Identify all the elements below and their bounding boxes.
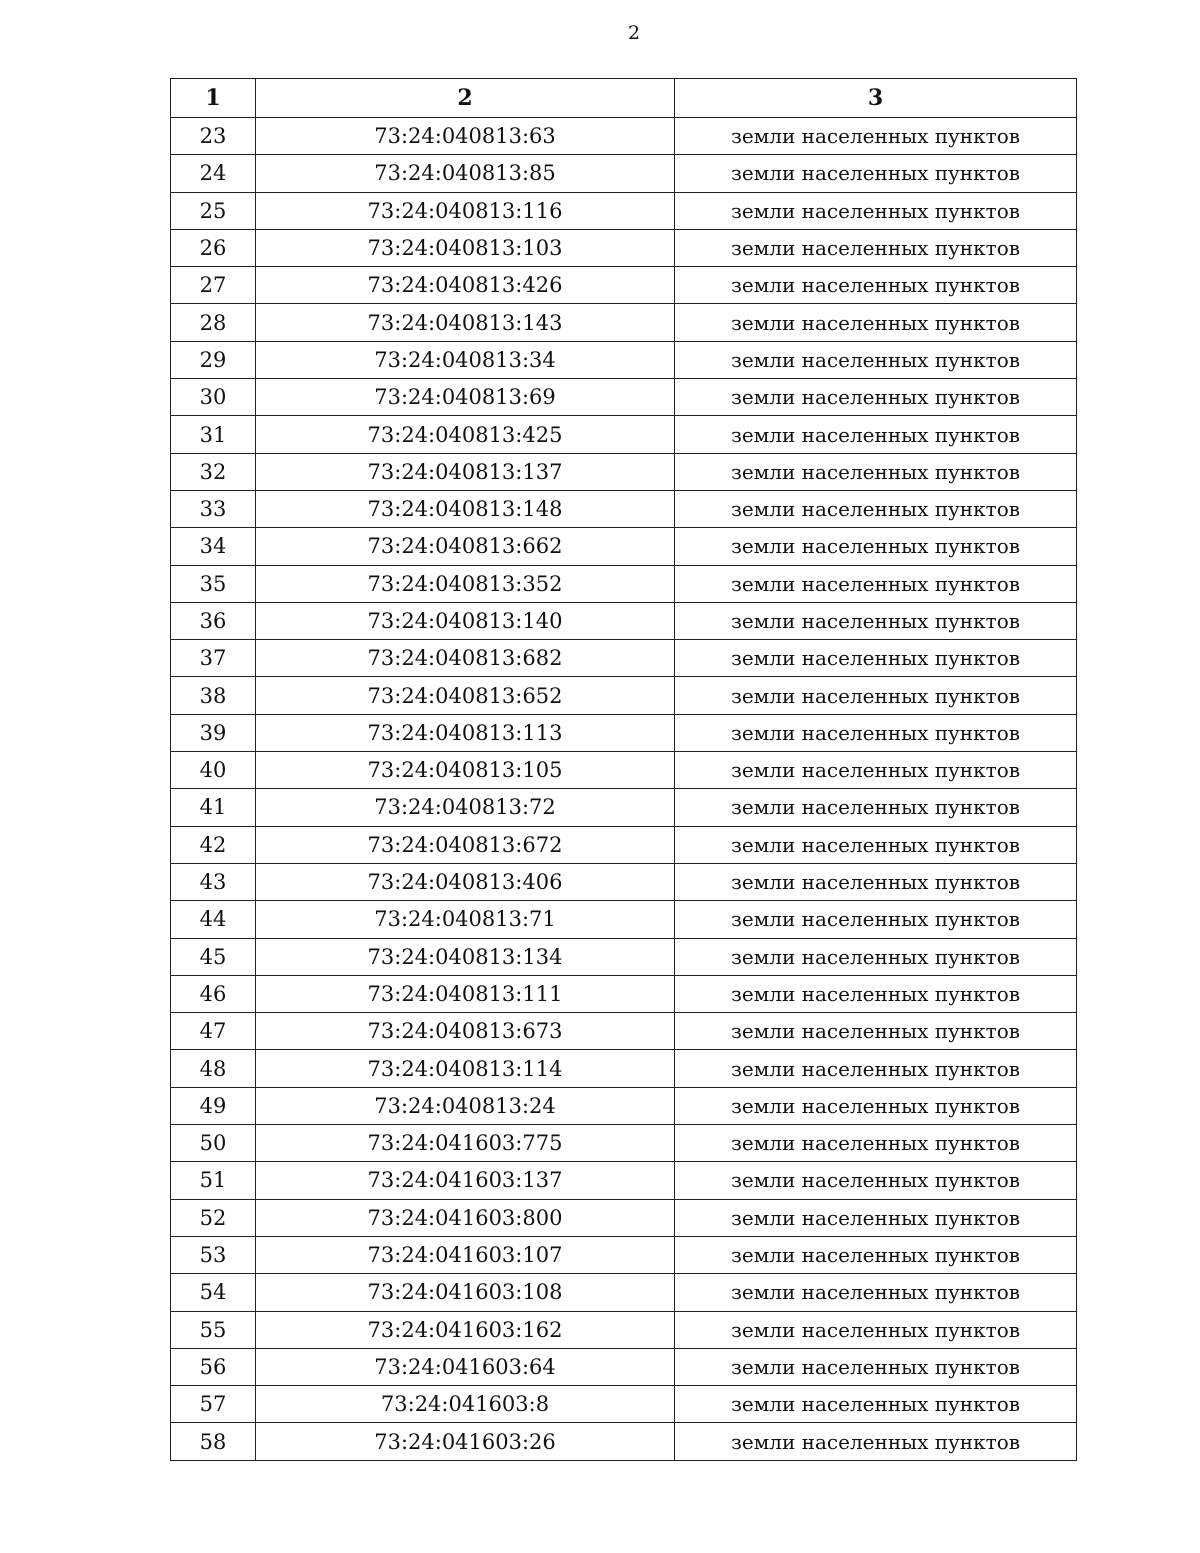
- table-row: [171, 677, 1077, 714]
- cadastral-number-cell: 73:24:040813:673: [256, 1013, 675, 1050]
- land-category-cell: земли населенных пунктов: [675, 155, 1077, 192]
- table-row: [171, 1274, 1077, 1311]
- table-row: [171, 1087, 1077, 1124]
- table-row: [171, 1013, 1077, 1050]
- row-number-cell: 35: [171, 565, 256, 602]
- table-row: [171, 229, 1077, 266]
- land-category-cell: земли населенных пунктов: [675, 1199, 1077, 1236]
- land-category-cell: земли населенных пунктов: [675, 789, 1077, 826]
- table-row: [171, 341, 1077, 378]
- cadastral-number-cell: 73:24:040813:672: [256, 826, 675, 863]
- cadastral-number-cell: 73:24:040813:114: [256, 1050, 675, 1087]
- row-number-cell: 49: [171, 1087, 256, 1124]
- cadastral-number-cell: 73:24:041603:8: [256, 1386, 675, 1423]
- table-row: [171, 379, 1077, 416]
- land-category-cell: земли населенных пунктов: [675, 975, 1077, 1012]
- row-number-cell: 48: [171, 1050, 256, 1087]
- cadastral-number-cell: 73:24:040813:662: [256, 528, 675, 565]
- table-row: [171, 901, 1077, 938]
- land-category-cell: земли населенных пунктов: [675, 602, 1077, 639]
- row-number-cell: 44: [171, 901, 256, 938]
- row-number-cell: 47: [171, 1013, 256, 1050]
- land-category-cell: земли населенных пунктов: [675, 1087, 1077, 1124]
- row-number-cell: 39: [171, 714, 256, 751]
- row-number-cell: 54: [171, 1274, 256, 1311]
- cadastral-number-cell: 73:24:040813:69: [256, 379, 675, 416]
- land-category-cell: земли населенных пунктов: [675, 416, 1077, 453]
- table-row: [171, 602, 1077, 639]
- cadastral-number-cell: 73:24:040813:143: [256, 304, 675, 341]
- cadastral-number-cell: 73:24:041603:162: [256, 1311, 675, 1348]
- row-number-cell: 31: [171, 416, 256, 453]
- land-category-cell: земли населенных пунктов: [675, 267, 1077, 304]
- cadastral-number-cell: 73:24:040813:137: [256, 453, 675, 490]
- row-number-cell: 41: [171, 789, 256, 826]
- table-row: [171, 752, 1077, 789]
- land-category-cell: земли населенных пунктов: [675, 490, 1077, 527]
- row-number-cell: 36: [171, 602, 256, 639]
- cadastral-number-cell: 73:24:040813:116: [256, 192, 675, 229]
- land-category-cell: земли населенных пунктов: [675, 1348, 1077, 1385]
- row-number-cell: 29: [171, 341, 256, 378]
- land-category-cell: земли населенных пунктов: [675, 640, 1077, 677]
- row-number-cell: 28: [171, 304, 256, 341]
- cadastral-number-cell: 73:24:040813:140: [256, 602, 675, 639]
- cadastral-number-cell: 73:24:040813:426: [256, 267, 675, 304]
- table-row: [171, 975, 1077, 1012]
- land-category-cell: земли населенных пунктов: [675, 565, 1077, 602]
- cadastral-number-cell: 73:24:040813:134: [256, 938, 675, 975]
- land-category-cell: земли населенных пунктов: [675, 1274, 1077, 1311]
- land-category-cell: земли населенных пунктов: [675, 826, 1077, 863]
- land-category-cell: земли населенных пунктов: [675, 229, 1077, 266]
- table-row: [171, 453, 1077, 490]
- row-number-cell: 42: [171, 826, 256, 863]
- land-category-cell: земли населенных пунктов: [675, 1050, 1077, 1087]
- table-row: [171, 1348, 1077, 1385]
- row-number-cell: 30: [171, 379, 256, 416]
- row-number-cell: 26: [171, 229, 256, 266]
- cadastral-number-cell: 73:24:040813:111: [256, 975, 675, 1012]
- table-row: [171, 826, 1077, 863]
- land-category-cell: земли населенных пунктов: [675, 714, 1077, 751]
- land-category-cell: земли населенных пунктов: [675, 453, 1077, 490]
- cadastral-number-cell: 73:24:041603:108: [256, 1274, 675, 1311]
- cadastral-number-cell: 73:24:040813:103: [256, 229, 675, 266]
- table-row: [171, 938, 1077, 975]
- table-row: [171, 1311, 1077, 1348]
- land-category-cell: земли населенных пунктов: [675, 1013, 1077, 1050]
- table-row: [171, 304, 1077, 341]
- page-number: 2: [627, 22, 641, 44]
- table-row: [171, 565, 1077, 602]
- column-header-1: 1: [171, 79, 256, 118]
- table-row: [171, 1423, 1077, 1460]
- row-number-cell: 38: [171, 677, 256, 714]
- table-header-row: [171, 79, 1077, 118]
- cadastral-number-cell: 73:24:040813:24: [256, 1087, 675, 1124]
- row-number-cell: 46: [171, 975, 256, 1012]
- land-category-cell: земли населенных пунктов: [675, 938, 1077, 975]
- cadastral-number-cell: 73:24:040813:72: [256, 789, 675, 826]
- row-number-cell: 40: [171, 752, 256, 789]
- table-row: [171, 416, 1077, 453]
- row-number-cell: 25: [171, 192, 256, 229]
- row-number-cell: 45: [171, 938, 256, 975]
- table-row: [171, 267, 1077, 304]
- table-row: [171, 1236, 1077, 1273]
- table-row: [171, 1199, 1077, 1236]
- cadastral-number-cell: 73:24:040813:71: [256, 901, 675, 938]
- table-row: [171, 863, 1077, 900]
- cadastral-number-cell: 73:24:041603:64: [256, 1348, 675, 1385]
- land-category-cell: земли населенных пунктов: [675, 752, 1077, 789]
- cadastral-number-cell: 73:24:040813:352: [256, 565, 675, 602]
- cadastral-number-cell: 73:24:040813:148: [256, 490, 675, 527]
- table-row: [171, 714, 1077, 751]
- row-number-cell: 23: [171, 118, 256, 155]
- row-number-cell: 33: [171, 490, 256, 527]
- row-number-cell: 34: [171, 528, 256, 565]
- row-number-cell: 37: [171, 640, 256, 677]
- land-category-cell: земли населенных пунктов: [675, 1386, 1077, 1423]
- cadastral-number-cell: 73:24:040813:682: [256, 640, 675, 677]
- cadastral-number-cell: 73:24:040813:85: [256, 155, 675, 192]
- cadastral-number-cell: 73:24:040813:63: [256, 118, 675, 155]
- row-number-cell: 43: [171, 863, 256, 900]
- land-category-cell: земли населенных пунктов: [675, 1423, 1077, 1460]
- row-number-cell: 27: [171, 267, 256, 304]
- land-category-cell: земли населенных пунктов: [675, 901, 1077, 938]
- cadastral-number-cell: 73:24:040813:652: [256, 677, 675, 714]
- cadastral-number-cell: 73:24:041603:800: [256, 1199, 675, 1236]
- row-number-cell: 55: [171, 1311, 256, 1348]
- cadastral-number-cell: 73:24:041603:26: [256, 1423, 675, 1460]
- land-category-cell: земли населенных пунктов: [675, 1311, 1077, 1348]
- land-category-cell: земли населенных пунктов: [675, 379, 1077, 416]
- row-number-cell: 57: [171, 1386, 256, 1423]
- row-number-cell: 32: [171, 453, 256, 490]
- cadastral-number-cell: 73:24:041603:107: [256, 1236, 675, 1273]
- table-row: [171, 155, 1077, 192]
- land-category-cell: земли населенных пунктов: [675, 528, 1077, 565]
- cadastral-number-cell: 73:24:040813:406: [256, 863, 675, 900]
- land-category-cell: земли населенных пунктов: [675, 1125, 1077, 1162]
- table-row: [171, 1125, 1077, 1162]
- row-number-cell: 51: [171, 1162, 256, 1199]
- table-row: [171, 490, 1077, 527]
- table-row: [171, 528, 1077, 565]
- table-row: [171, 118, 1077, 155]
- land-plots-table: [170, 78, 1077, 1461]
- land-category-cell: земли населенных пунктов: [675, 677, 1077, 714]
- table-row: [171, 1050, 1077, 1087]
- land-category-cell: земли населенных пунктов: [675, 341, 1077, 378]
- cadastral-number-cell: 73:24:041603:137: [256, 1162, 675, 1199]
- cadastral-number-cell: 73:24:040813:425: [256, 416, 675, 453]
- cadastral-number-cell: 73:24:040813:34: [256, 341, 675, 378]
- table-row: [171, 192, 1077, 229]
- land-category-cell: земли населенных пунктов: [675, 304, 1077, 341]
- row-number-cell: 52: [171, 1199, 256, 1236]
- table-row: [171, 640, 1077, 677]
- row-number-cell: 50: [171, 1125, 256, 1162]
- land-category-cell: земли населенных пунктов: [675, 1162, 1077, 1199]
- land-category-cell: земли населенных пунктов: [675, 118, 1077, 155]
- table-row: [171, 1386, 1077, 1423]
- table-row: [171, 789, 1077, 826]
- table-row: [171, 1162, 1077, 1199]
- cadastral-number-cell: 73:24:040813:113: [256, 714, 675, 751]
- cadastral-number-cell: 73:24:040813:105: [256, 752, 675, 789]
- row-number-cell: 58: [171, 1423, 256, 1460]
- land-category-cell: земли населенных пунктов: [675, 863, 1077, 900]
- row-number-cell: 24: [171, 155, 256, 192]
- land-category-cell: земли населенных пунктов: [675, 192, 1077, 229]
- row-number-cell: 56: [171, 1348, 256, 1385]
- row-number-cell: 53: [171, 1236, 256, 1273]
- table-body: [171, 118, 1077, 1461]
- land-category-cell: земли населенных пунктов: [675, 1236, 1077, 1273]
- column-header-2: 2: [256, 79, 675, 118]
- cadastral-number-cell: 73:24:041603:775: [256, 1125, 675, 1162]
- column-header-3: 3: [675, 79, 1077, 118]
